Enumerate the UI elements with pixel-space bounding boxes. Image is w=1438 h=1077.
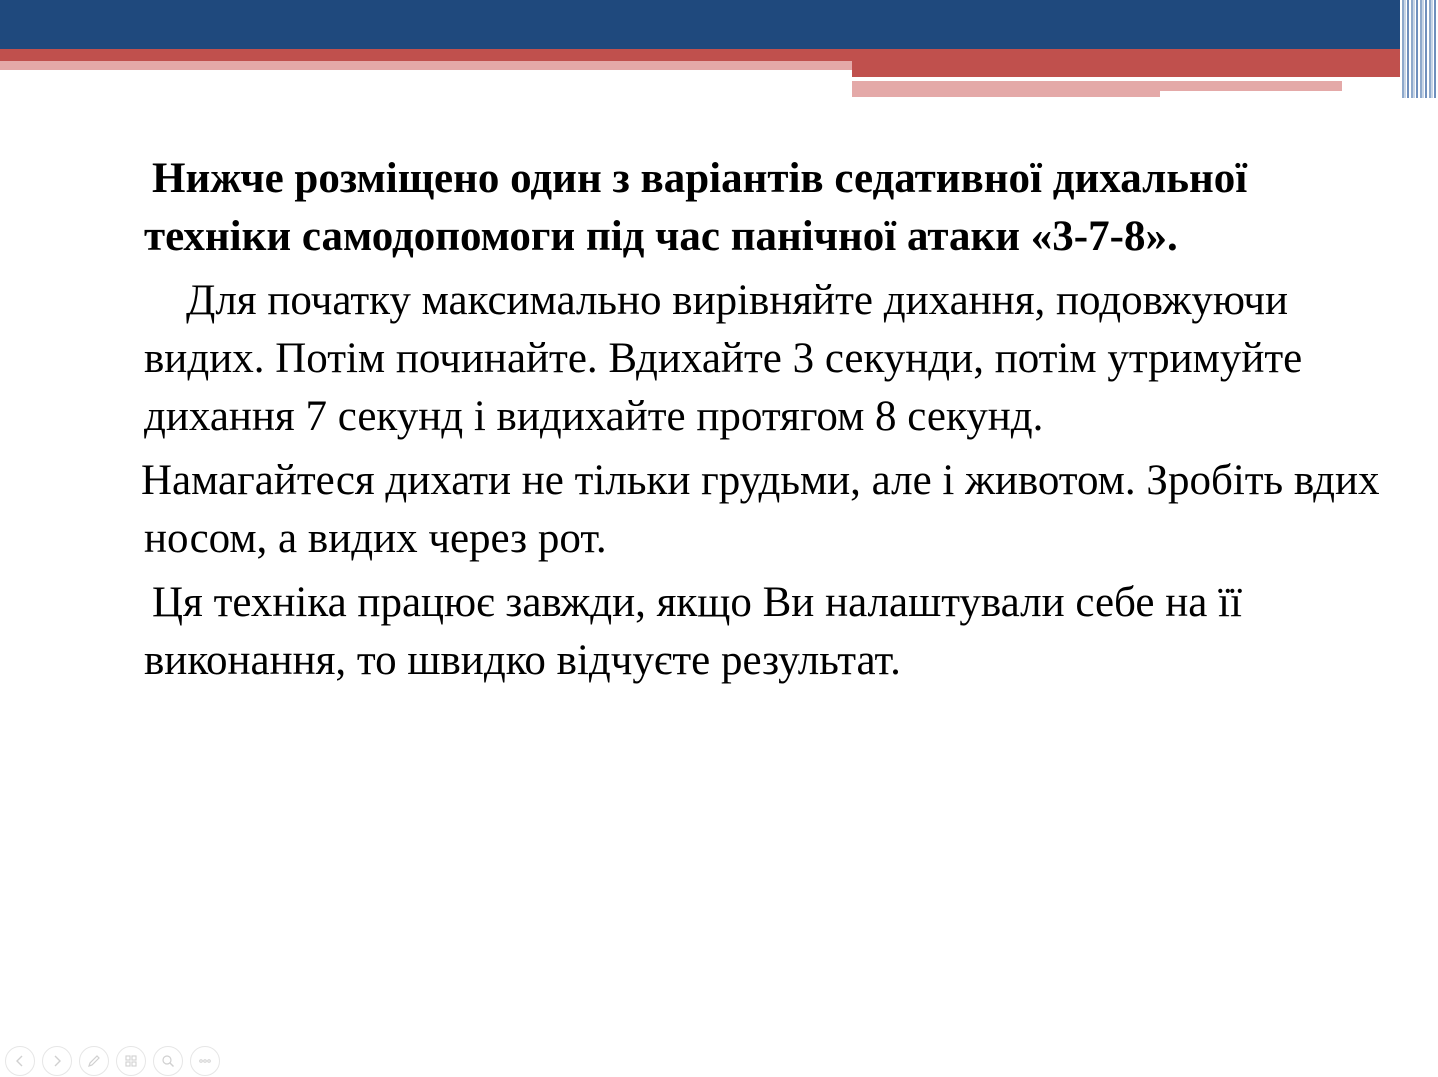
- header-pink-bar-right: [852, 81, 1342, 91]
- grid-icon: [124, 1054, 138, 1068]
- ellipsis-icon: [198, 1054, 212, 1068]
- more-options-button[interactable]: [190, 1046, 220, 1076]
- magnifier-icon: [161, 1054, 175, 1068]
- slideshow-toolbar: [5, 1046, 220, 1076]
- header-blue-bar: [0, 0, 1400, 49]
- tip-paragraph: Намагайтеся дихати не тільки грудьми, але і животом. Зробіть вдих носом, а видих через рот.: [141, 457, 1391, 562]
- slide-body-text: [141, 150, 1391, 690]
- intro-paragraph: Нижче розміщено один з варіантів седативної дихальної техніки самодопомоги під час панічної атаки «3-7-8».: [144, 155, 1258, 260]
- outro-paragraph: Ця техніка працює завжди, якщо Ви налаштували себе на її виконання, то швидко відчуєте результат.: [144, 579, 1253, 684]
- header-stripes: [1400, 0, 1438, 98]
- zoom-button[interactable]: [153, 1046, 183, 1076]
- previous-slide-button[interactable]: [5, 1046, 35, 1076]
- next-slide-button[interactable]: [42, 1046, 72, 1076]
- arrow-right-icon: [50, 1054, 64, 1068]
- header-pink-bar-left: [0, 61, 852, 70]
- pen-tool-button[interactable]: [79, 1046, 109, 1076]
- header-pink-bar-right-lower: [852, 91, 1160, 97]
- arrow-left-icon: [13, 1054, 27, 1068]
- header-red-bar-right: [852, 61, 1438, 77]
- pen-icon: [87, 1054, 101, 1068]
- header-red-bar: [0, 49, 1438, 61]
- slide-overview-button[interactable]: [116, 1046, 146, 1076]
- steps-paragraph: Для початку максимально вирівняйте дихання, подовжуючи видих. Потім починайте. Вдихайте 3 секунди, потім утримуйте дихання 7 секунд і видихайте протягом 8 секунд.: [144, 277, 1314, 440]
